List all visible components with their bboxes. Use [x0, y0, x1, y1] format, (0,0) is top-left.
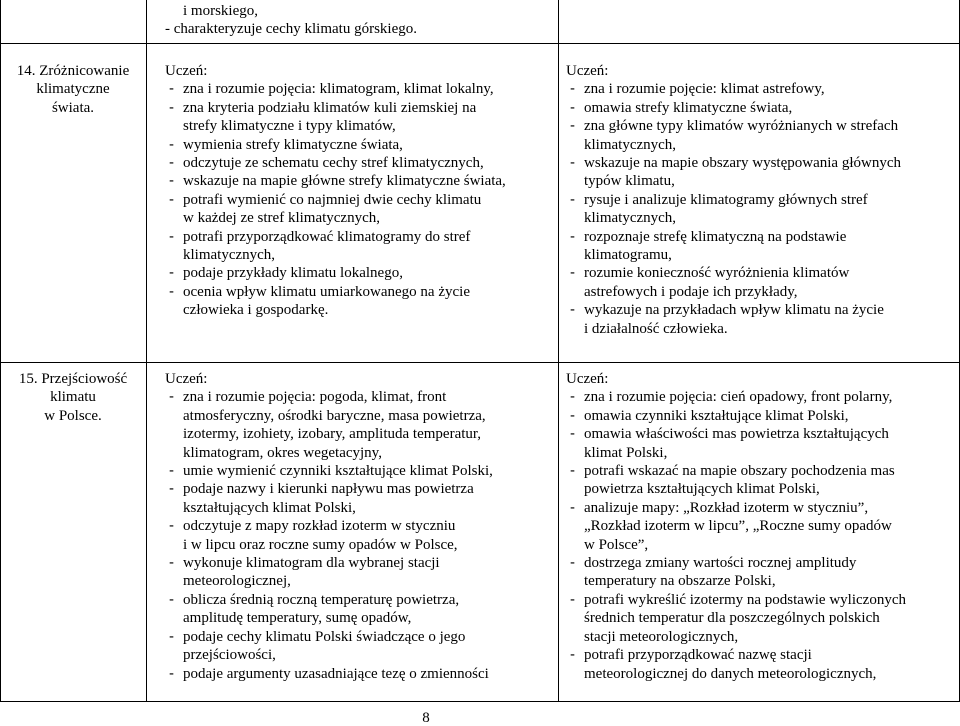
requirement-line: klimatycznych,	[584, 210, 677, 227]
table-border-left	[0, 0, 1, 702]
requirement-line: - omawia strefy klimatyczne świata,	[584, 99, 793, 116]
requirement-line: - rysuje i analizuje klimatogramy głównych stref	[584, 191, 868, 208]
requirement-line: typów klimatu,	[584, 173, 675, 190]
requirement-item	[165, 191, 555, 228]
requirement-line: astrefowych i podaje ich przykłady,	[584, 283, 798, 300]
row14-topic	[2, 62, 144, 117]
row-divider-14-15	[0, 362, 960, 363]
requirement-item	[165, 264, 555, 282]
student-label: Uczeń:	[165, 371, 208, 387]
table-border-bottom	[0, 701, 960, 702]
requirement-line: - wskazuje na mapie obszary występowania głównych	[584, 155, 901, 172]
requirement-line: klimatogram, okres wegetacyjny,	[183, 444, 382, 461]
requirement-line: - umie wymienić czynniki kształtujące klimat Polski,	[183, 463, 493, 480]
requirement-item	[165, 388, 555, 462]
requirement-item	[566, 499, 956, 554]
requirements-list	[566, 388, 956, 683]
requirement-item	[165, 462, 555, 480]
requirements-list	[165, 80, 555, 319]
requirement-item	[566, 462, 956, 499]
row14-basic-requirements	[165, 62, 555, 320]
requirement-line: - podaje cechy klimatu Polski świadczące o jego	[183, 628, 466, 645]
requirement-line: - zna i rozumie pojęcie: klimat astrefowy,	[584, 81, 825, 98]
requirement-line: - zna główne typy klimatów wyróżnianych w strefach	[584, 118, 899, 135]
requirement-item	[566, 264, 956, 301]
requirement-item	[165, 228, 555, 265]
requirement-line: - oblicza średnią roczną temperaturę powietrza,	[183, 591, 460, 608]
requirements-list	[165, 388, 555, 683]
requirement-line: przejściowości,	[183, 647, 276, 664]
requirement-line: - rozumie konieczność wyróżnienia klimatów	[584, 265, 850, 282]
requirement-item	[165, 665, 555, 683]
requirement-item	[165, 591, 555, 628]
requirement-item	[566, 228, 956, 265]
requirement-line: stacji meteorologicznych,	[584, 628, 739, 645]
requirement-line: meteorologicznej do danych meteorologicznych,	[584, 665, 877, 682]
requirement-line: izotermy, izohiety, izobary, amplituda temperatur,	[183, 426, 482, 443]
topic-line: w Polsce.	[44, 407, 102, 424]
requirement-line: - wskazuje na mapie główne strefy klimatyczne świata,	[183, 173, 506, 190]
requirement-item	[566, 80, 956, 98]
requirement-line: średnich temperatur dla poszczególnych polskich	[584, 610, 880, 627]
requirement-item	[566, 154, 956, 191]
requirement-line: - analizuje mapy: „Rozkład izoterm w styczniu”,	[584, 499, 869, 516]
topic-line: świata.	[51, 99, 95, 116]
requirement-item	[165, 99, 555, 136]
requirement-item	[566, 191, 956, 228]
requirement-item	[566, 301, 956, 338]
requirement-line: kształtujących klimat Polski,	[183, 499, 356, 516]
requirement-item	[165, 283, 555, 320]
student-label: Uczeń:	[566, 371, 609, 387]
requirement-item	[566, 591, 956, 646]
requirement-item	[165, 480, 555, 517]
requirement-line: atmosferyczny, ośrodki baryczne, masa powietrza,	[183, 407, 486, 424]
student-label: Uczeń:	[165, 63, 208, 79]
requirement-line: - wymienia strefy klimatyczne świata,	[183, 136, 403, 153]
requirement-line: meteorologicznej,	[183, 573, 291, 590]
requirement-line: - zna kryteria podziału klimatów kuli ziemskiej na	[183, 99, 477, 116]
row13-line: i morskiego,	[183, 3, 258, 19]
requirement-line: - zna i rozumie pojęcia: pogoda, klimat, front	[183, 389, 447, 406]
requirement-line: - podaje argumenty uzasadniające tezę o zmienności	[183, 665, 489, 682]
row15-topic	[2, 370, 144, 425]
requirement-line: - ocenia wpływ klimatu umiarkowanego na życie	[183, 283, 470, 300]
requirement-line: strefy klimatyczne i typy klimatów,	[183, 118, 396, 135]
requirement-line: - podaje przykłady klimatu lokalnego,	[183, 265, 403, 282]
requirement-line: - potrafi wykreślić izotermy na podstawie wyliczonych	[584, 591, 906, 608]
column-divider-1	[146, 0, 147, 702]
topic-line: 15. Przejściowość	[18, 371, 128, 387]
requirement-item	[165, 154, 555, 172]
topic-line: klimatu	[50, 389, 96, 406]
student-label: Uczeń:	[566, 63, 609, 79]
requirement-line: klimat Polski,	[584, 444, 668, 461]
requirement-item	[165, 628, 555, 665]
requirement-line: - podaje nazwy i kierunki napływu mas powietrza	[183, 481, 474, 498]
requirement-item	[566, 388, 956, 406]
requirement-line: temperatury na obszarze Polski,	[584, 573, 776, 590]
requirement-item	[566, 117, 956, 154]
topic-line: klimatyczne	[36, 81, 110, 98]
requirement-item	[165, 554, 555, 591]
requirement-line: - odczytuje z mapy rozkład izoterm w styczniu	[183, 518, 456, 535]
requirement-line: i działalność człowieka.	[584, 320, 728, 337]
requirement-line: klimatogramu,	[584, 247, 672, 264]
row15-extended-requirements	[566, 370, 956, 683]
requirement-line: w każdej ze stref klimatycznych,	[183, 210, 380, 227]
requirement-item	[165, 80, 555, 98]
page-number: 8	[422, 710, 430, 726]
requirement-line: - potrafi przyporządkować nazwę stacji	[584, 647, 812, 664]
requirement-line: klimatycznych,	[183, 247, 276, 264]
requirement-line: - potrafi przyporządkować klimatogramy do stref	[183, 228, 471, 245]
requirement-line: - rozpoznaje strefę klimatyczną na podstawie	[584, 228, 847, 245]
requirement-line: - zna i rozumie pojęcia: klimatogram, klimat lokalny,	[183, 81, 494, 98]
requirement-item	[566, 554, 956, 591]
row13-line: - charakteryzuje cechy klimatu górskiego.	[165, 21, 417, 38]
requirement-item	[566, 99, 956, 117]
requirement-line: powietrza kształtujących klimat Polski,	[584, 481, 820, 498]
requirement-item	[165, 517, 555, 554]
requirement-line: amplitudę temperatury, sumę opadów,	[183, 610, 412, 627]
row14-extended-requirements	[566, 62, 956, 338]
requirement-line: - zna i rozumie pojęcia: cień opadowy, front polarny,	[584, 389, 893, 406]
row15-basic-requirements	[165, 370, 555, 683]
requirement-line: - wykazuje na przykładach wpływ klimatu na życie	[584, 302, 884, 319]
requirement-line: w Polsce”,	[584, 536, 649, 553]
requirement-line: - potrafi wskazać na mapie obszary pochodzenia mas	[584, 463, 895, 480]
requirement-line: - omawia czynniki kształtujące klimat Polski,	[584, 407, 849, 424]
requirement-line: - potrafi wymienić co najmniej dwie cechy klimatu	[183, 191, 482, 208]
requirement-item	[566, 407, 956, 425]
requirement-line: - omawia właściwości mas powietrza kształtujących	[584, 426, 889, 443]
row13-continuation	[165, 2, 417, 39]
requirement-item	[566, 646, 956, 683]
requirement-line: - dostrzega zmiany wartości rocznej amplitudy	[584, 555, 857, 572]
column-divider-2	[558, 0, 559, 702]
requirements-list	[566, 80, 956, 338]
requirement-item	[566, 425, 956, 462]
requirement-item	[165, 172, 555, 190]
requirement-line: - odczytuje ze schematu cechy stref klimatycznych,	[183, 155, 484, 172]
requirement-item	[165, 136, 555, 154]
requirement-line: człowieka i gospodarkę.	[183, 302, 329, 319]
requirement-line: i w lipcu oraz roczne sumy opadów w Polsce,	[183, 536, 458, 553]
requirement-line: klimatycznych,	[584, 136, 677, 153]
requirement-line: - wykonuje klimatogram dla wybranej stacji	[183, 555, 440, 572]
topic-line: 14. Zróżnicowanie	[16, 63, 130, 79]
row-divider-13-14	[0, 43, 960, 44]
requirement-line: „Rozkład izoterm w lipcu”, „Roczne sumy opadów	[584, 518, 892, 535]
